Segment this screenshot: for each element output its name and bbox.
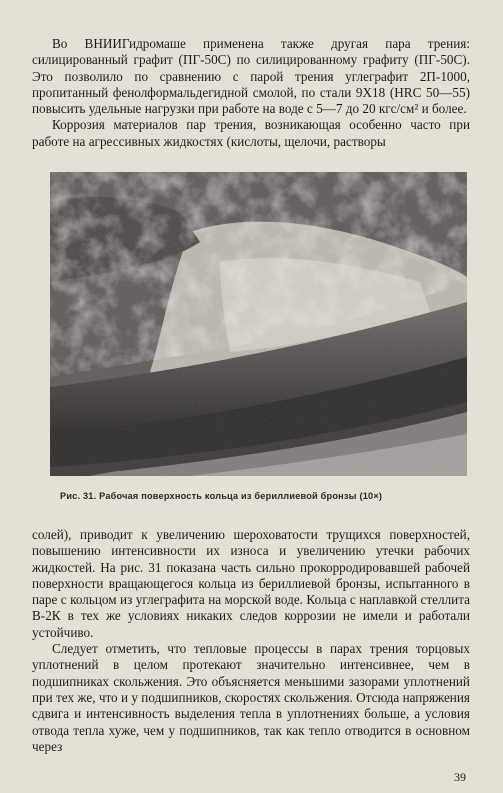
paragraph-4: Следует отметить, что тепловые процессы в парах трения торцовых уплотнений в целом протекают значительно интенсивнее, чем в подшипниках скольжения. Это объясняется меньшими зазорами уплотнений при тех же, что и у подшипников, скоростях скольжения. Отсюда напряжения сдвига и интенсивность выделения тепла в уплотнениях больше, а условия отвода тепла хуже, чем у подшипников, так как тепло отводится в основном через xyxy=(32,641,470,754)
figure-photo-ring-surface xyxy=(50,172,467,476)
text-block-top xyxy=(32,36,470,150)
paragraph-2: Коррозия материалов пар трения, возникающая особенно часто при работе на агрессивных жидкостях (кислоты, щелочи, растворы xyxy=(32,117,470,149)
paragraph-3: солей), приводит к увеличению шероховатости трущихся поверхностей, повышению интенсивности их износа и увеличению утечки рабочих жидкостей. На рис. 31 показана часть сильно прокорродировавшей рабочей поверхности вращающегося кольца из бериллиевой бронзы, испытанного в паре с кольцом из углеграфита на морской воде. Кольца с наплавкой стеллита В-2К в тех же условиях никаких следов коррозии не имели и работали устойчиво. xyxy=(32,527,470,640)
paragraph-1: Во ВНИИГидромаше применена также другая пара трения: силицированный графит (ПГ-50С) по силицированному графиту (ПГ-50С). Это позволило по сравнению с парой трения углеграфит 2П-1000, пропитанный фенолформальдегидной смолой, по стали 9Х18 (HRC 50—55) повысить удельные нагрузки при работе на воде с 5—7 до 20 кгс/см² и более. xyxy=(32,36,470,117)
figure-caption: Рис. 31. Рабочая поверхность кольца из бериллиевой бронзы (10×) xyxy=(60,491,383,501)
corroded-surface-image xyxy=(50,172,467,476)
text-block-bottom xyxy=(32,527,470,755)
page-number: 39 xyxy=(454,770,466,784)
